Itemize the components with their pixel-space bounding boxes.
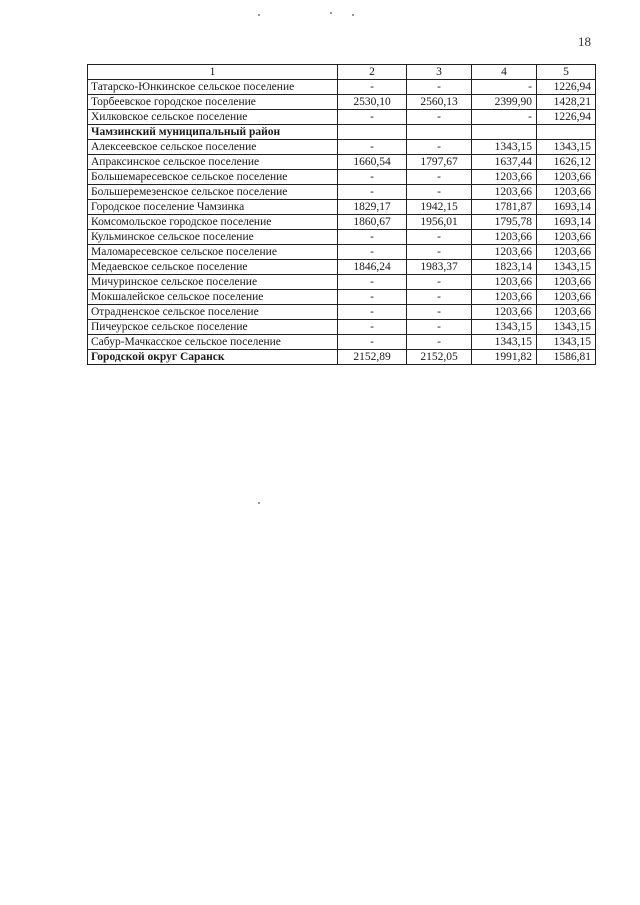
value-cell-col5: 1203,66 xyxy=(537,170,596,185)
settlement-name-cell: Татарско-Юнкинское сельское поселение xyxy=(88,80,338,95)
value-cell-col4: 1795,78 xyxy=(472,215,537,230)
value-cell-col4 xyxy=(472,125,537,140)
value-cell-col3: 2560,13 xyxy=(407,95,472,110)
value-cell-col4: 1637,44 xyxy=(472,155,537,170)
table-row xyxy=(88,260,596,275)
table-row xyxy=(88,125,596,140)
value-cell-col5: 1203,66 xyxy=(537,230,596,245)
value-cell-col2: 1860,67 xyxy=(338,215,407,230)
value-cell-col5: 1428,21 xyxy=(537,95,596,110)
value-cell-col5: 1203,66 xyxy=(537,245,596,260)
value-cell-col3: 2152,05 xyxy=(407,350,472,365)
value-cell-col2: - xyxy=(338,110,407,125)
value-cell-col3: - xyxy=(407,245,472,260)
value-cell-col5: 1693,14 xyxy=(537,200,596,215)
scan-speck xyxy=(330,12,332,14)
value-cell-col5: 1586,81 xyxy=(537,350,596,365)
value-cell-col4: - xyxy=(472,110,537,125)
table-row xyxy=(88,80,596,95)
settlement-name-cell: Большеремезенское сельское поселение xyxy=(88,185,338,200)
value-cell-col5: 1203,66 xyxy=(537,275,596,290)
table-row xyxy=(88,275,596,290)
value-cell-col2: - xyxy=(338,170,407,185)
header-cell-1: 1 xyxy=(88,65,338,80)
value-cell-col5: 1626,12 xyxy=(537,155,596,170)
value-cell-col2: 1660,54 xyxy=(338,155,407,170)
table-row xyxy=(88,230,596,245)
value-cell-col5: 1343,15 xyxy=(537,320,596,335)
header-cell-3: 3 xyxy=(407,65,472,80)
value-cell-col3 xyxy=(407,125,472,140)
page-number: 18 xyxy=(578,34,591,49)
value-cell-col4: 1781,87 xyxy=(472,200,537,215)
value-cell-col4: 1203,66 xyxy=(472,275,537,290)
value-cell-col2: - xyxy=(338,305,407,320)
value-cell-col5: 1343,15 xyxy=(537,260,596,275)
settlement-name-cell: Отрадненское сельское поселение xyxy=(88,305,338,320)
value-cell-col4: 1343,15 xyxy=(472,140,537,155)
value-cell-col2: - xyxy=(338,275,407,290)
table-row xyxy=(88,290,596,305)
value-cell-col3: - xyxy=(407,170,472,185)
value-cell-col2: - xyxy=(338,80,407,95)
tariff-table-container xyxy=(87,64,596,365)
table-body xyxy=(88,65,596,365)
settlement-name-cell: Кульминское сельское поселение xyxy=(88,230,338,245)
value-cell-col4: 1343,15 xyxy=(472,320,537,335)
value-cell-col3: - xyxy=(407,305,472,320)
settlement-name-cell: Городской округ Саранск xyxy=(88,350,338,365)
value-cell-col2: 2152,89 xyxy=(338,350,407,365)
value-cell-col2: - xyxy=(338,140,407,155)
table-row xyxy=(88,350,596,365)
value-cell-col4: 1343,15 xyxy=(472,335,537,350)
scan-speck xyxy=(258,502,260,504)
value-cell-col3: - xyxy=(407,335,472,350)
value-cell-col3: 1942,15 xyxy=(407,200,472,215)
settlement-name-cell: Медаевское сельское поселение xyxy=(88,260,338,275)
table-row xyxy=(88,215,596,230)
table-row xyxy=(88,305,596,320)
header-cell-5: 5 xyxy=(537,65,596,80)
settlement-name-cell: Городское поселение Чамзинка xyxy=(88,200,338,215)
settlement-name-cell: Большемаресевское сельское поселение xyxy=(88,170,338,185)
value-cell-col3: - xyxy=(407,230,472,245)
value-cell-col4: 1203,66 xyxy=(472,170,537,185)
header-cell-2: 2 xyxy=(338,65,407,80)
value-cell-col4: 1203,66 xyxy=(472,245,537,260)
value-cell-col2: 1846,24 xyxy=(338,260,407,275)
value-cell-col4: 1203,66 xyxy=(472,290,537,305)
table-row xyxy=(88,110,596,125)
settlement-name-cell: Апраксинское сельское поселение xyxy=(88,155,338,170)
scan-speck xyxy=(352,14,354,16)
value-cell-col4: 1203,66 xyxy=(472,305,537,320)
table-row xyxy=(88,185,596,200)
value-cell-col3: 1983,37 xyxy=(407,260,472,275)
value-cell-col5: 1343,15 xyxy=(537,335,596,350)
value-cell-col5: 1693,14 xyxy=(537,215,596,230)
value-cell-col4: 1203,66 xyxy=(472,185,537,200)
settlement-name-cell: Чамзинский муниципальный район xyxy=(88,125,338,140)
settlement-name-cell: Пичеурское сельское поселение xyxy=(88,320,338,335)
value-cell-col2: 1829,17 xyxy=(338,200,407,215)
value-cell-col2: - xyxy=(338,245,407,260)
value-cell-col2: - xyxy=(338,230,407,245)
settlement-name-cell: Комсомольское городское поселение xyxy=(88,215,338,230)
table-header-row xyxy=(88,65,596,80)
value-cell-col4: 1991,82 xyxy=(472,350,537,365)
value-cell-col4: 1203,66 xyxy=(472,230,537,245)
header-cell-4: 4 xyxy=(472,65,537,80)
value-cell-col3: - xyxy=(407,290,472,305)
scan-speck xyxy=(258,14,260,16)
table-row xyxy=(88,200,596,215)
value-cell-col3: - xyxy=(407,80,472,95)
value-cell-col5: 1203,66 xyxy=(537,185,596,200)
table-row xyxy=(88,155,596,170)
value-cell-col5: 1226,94 xyxy=(537,80,596,95)
table-row xyxy=(88,140,596,155)
value-cell-col5: 1226,94 xyxy=(537,110,596,125)
value-cell-col3: - xyxy=(407,320,472,335)
value-cell-col5: 1203,66 xyxy=(537,290,596,305)
settlement-name-cell: Хилковское сельское поселение xyxy=(88,110,338,125)
value-cell-col2: 2530,10 xyxy=(338,95,407,110)
table-row xyxy=(88,95,596,110)
settlement-name-cell: Алексеевское сельское поселение xyxy=(88,140,338,155)
tariff-table xyxy=(87,64,596,365)
value-cell-col4: 1823,14 xyxy=(472,260,537,275)
value-cell-col5: 1343,15 xyxy=(537,140,596,155)
value-cell-col3: 1956,01 xyxy=(407,215,472,230)
table-row xyxy=(88,245,596,260)
settlement-name-cell: Маломаресевское сельское поселение xyxy=(88,245,338,260)
value-cell-col2: - xyxy=(338,335,407,350)
value-cell-col3: - xyxy=(407,140,472,155)
table-row xyxy=(88,320,596,335)
value-cell-col2: - xyxy=(338,185,407,200)
value-cell-col2: - xyxy=(338,290,407,305)
value-cell-col3: 1797,67 xyxy=(407,155,472,170)
value-cell-col5 xyxy=(537,125,596,140)
value-cell-col2: - xyxy=(338,320,407,335)
value-cell-col4: 2399,90 xyxy=(472,95,537,110)
value-cell-col3: - xyxy=(407,275,472,290)
value-cell-col3: - xyxy=(407,185,472,200)
table-row xyxy=(88,335,596,350)
table-row xyxy=(88,170,596,185)
settlement-name-cell: Мокшалейское сельское поселение xyxy=(88,290,338,305)
settlement-name-cell: Торбеевское городское поселение xyxy=(88,95,338,110)
value-cell-col5: 1203,66 xyxy=(537,305,596,320)
settlement-name-cell: Мичуринское сельское поселение xyxy=(88,275,338,290)
value-cell-col3: - xyxy=(407,110,472,125)
value-cell-col4: - xyxy=(472,80,537,95)
settlement-name-cell: Сабур-Мачкасское сельское поселение xyxy=(88,335,338,350)
value-cell-col2 xyxy=(338,125,407,140)
